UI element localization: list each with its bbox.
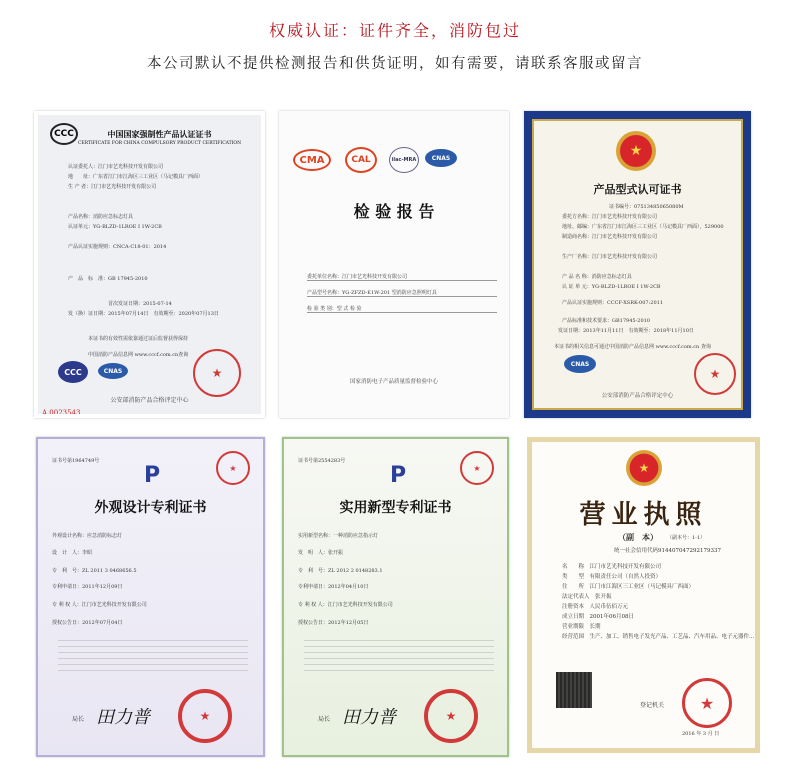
- test-report-image: [279, 111, 509, 418]
- cert-serial: A 0023543: [42, 409, 81, 417]
- cert-line: 生产厂名称：江门市艺光科技开发有限公司: [562, 254, 658, 260]
- cert-line: 外观设计名称：应急消防标志灯: [52, 533, 123, 539]
- official-seal: ★: [424, 689, 478, 743]
- cert-title: 检 验 报 告: [353, 202, 435, 221]
- design-patent-certificate-image: [36, 437, 265, 757]
- cnas-logo-icon: CNAS: [425, 149, 457, 167]
- cert-line: 实用新型名称：一种消防应急指示灯: [298, 533, 379, 539]
- cert-title: 外观设计专利证书: [94, 500, 207, 516]
- license-line: 经营范围 生产、加工、销售电子发光产品、工艺品、汽车用品、电子元器件...: [562, 634, 755, 640]
- cert-line: 本证书的相关信息可通过中国消防产品信息网 www.cccf.com.cn 查询: [554, 344, 711, 350]
- cert-issuer: 公安部消防产品合格评定中心: [110, 397, 189, 404]
- ccc-certificate-image: [34, 111, 265, 418]
- cert-line: 委托单位名称：江门市艺光科技开发有限公司: [307, 273, 497, 281]
- patent-logo-icon: P: [143, 462, 161, 488]
- official-seal: ★: [460, 451, 494, 485]
- cert-line: 中国消防产品信息网 www.cccf.com.cn查询: [88, 352, 189, 358]
- business-license-image: [527, 437, 760, 753]
- cert-line: 专利申请日：2011年12月09日: [52, 584, 123, 590]
- cert-line: 检 验 类 别：型 式 检 验: [307, 305, 497, 313]
- cert-line: 专利申请日：2012年04月10日: [298, 584, 369, 590]
- cma-logo-icon: CMA: [293, 149, 331, 171]
- cert-line: 产 品 名 称：消防应急标志灯具: [562, 274, 632, 280]
- cert-line: 专 利 权 人：江门市艺光科技开发有限公司: [298, 602, 393, 608]
- page-headline: 权威认证：证件齐全，消防包过: [268, 21, 521, 40]
- cert-line: 产品型号名称：YG-ZFZD-E1W-201 型消防应急照明灯具: [307, 289, 497, 297]
- cert-issuer: 公安部消防产品合格评定中心: [601, 393, 674, 399]
- cert-line: 委托方名称：江门市艺光科技开发有限公司: [562, 214, 658, 220]
- cert-title: 营业执照: [579, 500, 708, 530]
- cert-line: 地址、邮编：广东省江门市江海区三工业区（马记模具厂西面），529000: [562, 224, 724, 230]
- page-subtitle: 本公司默认不提供检测报告和供货证明，如有需要，请联系客服或留言: [147, 56, 643, 72]
- cal-logo-icon: CAL: [345, 147, 377, 173]
- cert-line: 发证日期：2013年11月11日 有效期至：2018年11月10日: [558, 328, 694, 334]
- official-seal: ★: [694, 353, 736, 395]
- official-seal: ★: [682, 678, 732, 728]
- cert-line: 产品标准和技术要求：GB17945-2010: [562, 318, 650, 324]
- cert-line: 专 利 号：ZL 2012 2 0148283.1: [298, 568, 383, 574]
- signer-label: 局长: [72, 716, 85, 723]
- cert-line: 产品认证实施规则：CNCA-C18-01：2014: [68, 244, 167, 250]
- official-seal: ★: [193, 349, 241, 397]
- cert-line: 生 产 者：江门市艺光科技开发有限公司: [68, 184, 157, 190]
- cert-line: 授权公告日：2012年12月05日: [298, 620, 369, 626]
- license-date: 2016 年 3 月 日: [682, 731, 720, 737]
- cert-line: 产品认证实施规则：CCCF-XSRK-007:2011: [562, 300, 663, 306]
- cert-line: 证书编号：07513485065080M: [609, 204, 684, 210]
- license-copy-number: （副本号：1-1）: [667, 535, 706, 541]
- cert-line: 产 品 标 准：GB 17945-2010: [68, 276, 148, 282]
- ccc-logo-icon: CCC: [50, 123, 78, 145]
- cert-issuer: 国家消防电子产品质量监督检验中心: [349, 379, 438, 385]
- license-line: 住 所 江门市江海区三工业区（马记模具厂西面）: [562, 584, 695, 590]
- license-line: 成立日期 2001年06月08日: [562, 614, 634, 620]
- registration-authority: 登记机关: [640, 702, 665, 709]
- license-line: 名 称 江门市艺光科技开发有限公司: [562, 564, 662, 570]
- ilac-mra-logo-icon: ilac-MRA: [389, 147, 419, 173]
- cnas-logo-icon: CNAS: [98, 363, 128, 379]
- license-line: 注册资本 人民币伍佰万元: [562, 604, 629, 610]
- cert-line: 地 址：广东省江门市江海区三工业区（马记模具厂西面）: [68, 174, 204, 180]
- cert-line: 认 证 单 元：YG-BLZD-1LROE I 1W-2CB: [562, 284, 661, 290]
- national-emblem-icon: ★: [616, 131, 656, 171]
- credit-code: 统一社会信用代码914407047292179337: [614, 548, 721, 554]
- cert-line: 专 利 号：ZL 2011 3 0468656.5: [52, 568, 137, 574]
- signature: 田力普: [342, 707, 396, 728]
- cert-line: 发（换）证日期：2015年07月14日 有效期至：2020年07月13日: [68, 311, 219, 317]
- cert-line: 设 计 人：李昭: [52, 550, 93, 556]
- official-seal: ★: [216, 451, 250, 485]
- cert-title: 实用新型专利证书: [339, 500, 452, 516]
- cert-line: 授权公告日：2012年07月04日: [52, 620, 123, 626]
- cert-line: 发 明 人：张开振: [298, 550, 344, 556]
- license-line: 类 型 有限责任公司（自然人投资）: [562, 574, 662, 580]
- ccc-f-logo-icon: CCC: [58, 361, 88, 383]
- cert-line: 制造商名称：江门市艺光科技开发有限公司: [562, 234, 658, 240]
- signature: 田力普: [96, 707, 150, 728]
- license-copy-label: （副 本）: [618, 532, 658, 542]
- cert-line: 首次发证日期：2015-07-14: [108, 301, 172, 307]
- cert-line: 认证委托人：江门市艺光科技开发有限公司: [68, 164, 164, 170]
- qr-code-icon: [556, 672, 592, 708]
- cert-line: 认证单元：YG-BLZD-1LROE I 1W-2CB: [68, 224, 162, 230]
- license-line: 法定代表人 张开振: [562, 594, 612, 600]
- cert-line: 本证书的有效性需依靠通过证后监督获得保持: [88, 336, 189, 342]
- cert-line: 专 利 权 人：江门市艺光科技开发有限公司: [52, 602, 147, 608]
- patent-logo-icon: P: [389, 462, 407, 488]
- cert-title: 产品型式认可证书: [593, 183, 682, 196]
- cert-line: 产品名称：消防应急标志灯具: [68, 214, 134, 220]
- cert-title-en: CERTIFICATE FOR CHINA COMPULSORY PRODUCT CERTIFICATION: [77, 141, 242, 146]
- official-seal: ★: [178, 689, 232, 743]
- cert-line: 证书号第2554283号: [298, 458, 346, 464]
- signer-label: 局长: [318, 716, 331, 723]
- type-approval-certificate-image: [524, 111, 751, 418]
- national-emblem-icon: ★: [626, 450, 662, 486]
- license-line: 营业期限 长期: [562, 624, 601, 630]
- utility-patent-certificate-image: [282, 437, 509, 757]
- cnas-logo-icon: CNAS: [564, 355, 596, 373]
- cert-line: 证书号第1964749号: [52, 458, 100, 464]
- cert-title: 中国国家强制性产品认证证书: [107, 129, 212, 139]
